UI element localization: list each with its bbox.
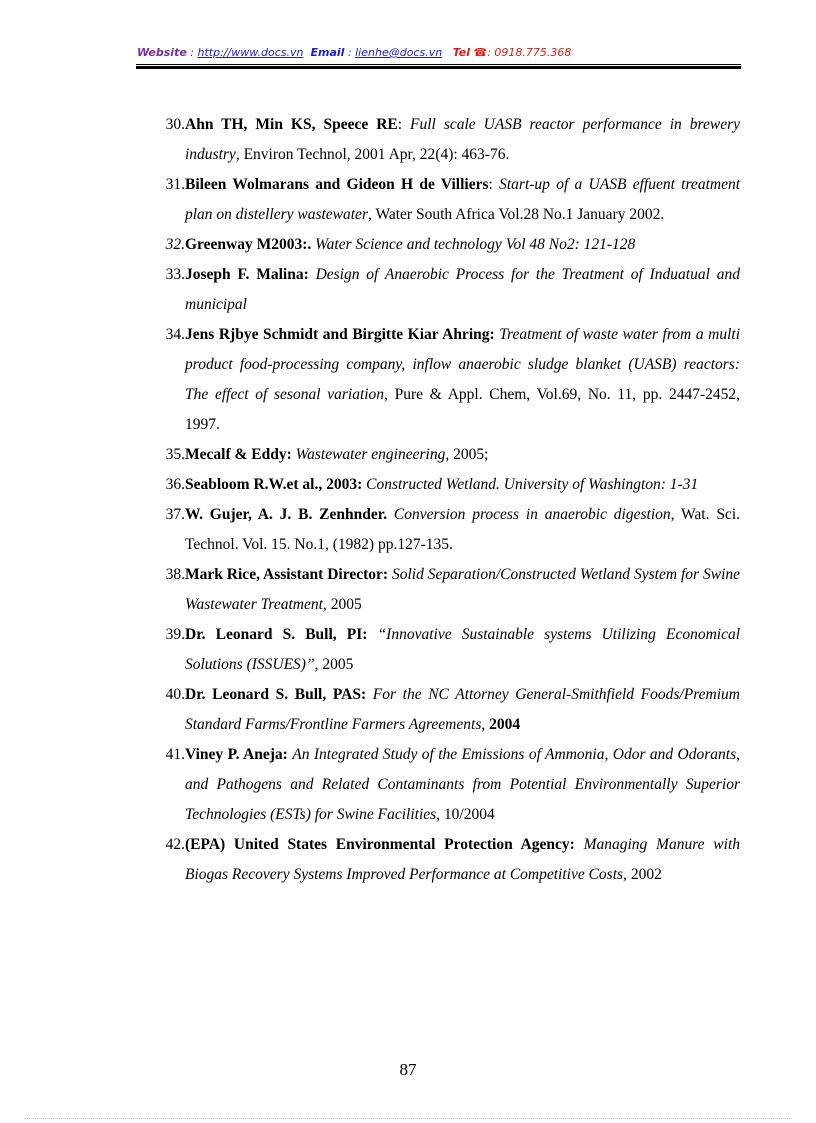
reference-number: 41.	[165, 746, 185, 763]
reference-author: Mecalf & Eddy:	[185, 446, 292, 463]
header-rule-thick	[136, 66, 741, 69]
reference-number: 35.	[165, 446, 185, 463]
website-separator: :	[186, 46, 198, 59]
reference-author: W. Gujer, A. J. B. Zenhnder.	[185, 506, 388, 523]
reference-title: For the NC Attorney General-Smithfield Foods/Premium Standard Farms/Frontline Farmers Agreements,	[185, 686, 740, 733]
reference-item	[150, 680, 740, 740]
reference-details: 2002	[626, 866, 662, 883]
reference-item	[150, 260, 740, 320]
reference-list	[150, 110, 740, 890]
reference-text	[185, 500, 740, 560]
reference-item	[150, 320, 740, 440]
reference-separator: :	[488, 176, 500, 193]
reference-item	[150, 500, 740, 560]
email-label: Email	[310, 46, 345, 59]
reference-title: Full scale UASB reactor performance in brewery industry	[185, 116, 741, 163]
reference-details: , Environ Technol, 2001 Apr, 22(4): 463-76.	[235, 146, 510, 163]
reference-author: (EPA) United States Environmental Protection Agency:	[185, 836, 575, 853]
reference-title: Solid Separation/Constructed Wetland System for Swine Wastewater Treatment,	[185, 566, 741, 613]
reference-item	[150, 620, 740, 680]
reference-author: Dr. Leonard S. Bull, PI:	[185, 626, 368, 643]
reference-text	[185, 830, 740, 890]
reference-number: 40.	[165, 686, 185, 703]
reference-number: 37.	[165, 506, 185, 523]
reference-author: Bileen Wolmarans and Gideon H de Villiers	[185, 176, 489, 193]
reference-number: 42.	[165, 836, 185, 853]
reference-author: Joseph F. Malina:	[185, 266, 309, 283]
reference-text	[185, 470, 740, 500]
reference-author: Mark Rice, Assistant Director:	[185, 566, 389, 583]
header-rule-thin	[136, 64, 741, 65]
reference-details: 2004	[485, 716, 521, 733]
reference-text	[185, 320, 740, 440]
reference-item	[150, 110, 740, 170]
reference-details: , Water South Africa Vol.28 No.1 January 2002.	[367, 206, 665, 223]
reference-text	[185, 110, 740, 170]
page-number: 87	[399, 1060, 417, 1079]
reference-separator	[366, 686, 373, 703]
reference-author: Dr. Leonard S. Bull, PAS:	[185, 686, 367, 703]
reference-number: 32.	[165, 236, 185, 253]
reference-details: 2005;	[449, 446, 489, 463]
reference-item	[150, 560, 740, 620]
reference-item	[150, 740, 740, 830]
reference-number: 31.	[165, 176, 185, 193]
reference-author: Viney P. Aneja:	[185, 746, 288, 763]
reference-number: 39.	[165, 626, 185, 643]
reference-author: Ahn TH, Min KS, Speece RE	[185, 116, 398, 133]
reference-separator	[575, 836, 584, 853]
reference-title: Start-up of a UASB effuent treatment plan on distellery wastewater	[185, 176, 741, 223]
reference-text	[185, 230, 740, 260]
reference-author: Seabloom R.W.et al., 2003:	[185, 476, 363, 493]
reference-text	[185, 560, 740, 620]
phone-icon: ☎	[473, 46, 488, 59]
reference-text	[185, 740, 740, 830]
reference-author: Jens Rjbye Schmidt and Birgitte Kiar Ahring:	[185, 326, 495, 343]
reference-separator	[309, 266, 316, 283]
reference-text	[185, 260, 740, 320]
reference-title: Conversion process in anaerobic digestion,	[393, 506, 675, 523]
reference-number: 36.	[165, 476, 185, 493]
reference-number: 38.	[165, 566, 185, 583]
reference-title: Managing Manure with Biogas Recovery Systems Improved Performance at Competitive Costs,	[185, 836, 740, 883]
reference-item	[150, 830, 740, 890]
reference-title: An Integrated Study of the Emissions of Ammonia, Odor and Odorants, and Pathogens and Related Contaminants from Potential Environmentally Superior Technologies (ESTs) for Swine Facilities,	[185, 746, 740, 823]
reference-number: 34.	[165, 326, 185, 343]
reference-text	[185, 680, 740, 740]
phone-number: : 0918.775.368	[487, 46, 572, 59]
reference-title: Water Science and technology Vol 48 No2: 121-128	[315, 236, 636, 253]
reference-item	[150, 170, 740, 230]
reference-item	[150, 230, 740, 260]
reference-separator	[387, 506, 394, 523]
reference-separator	[367, 626, 377, 643]
reference-title: Wastewater engineering,	[295, 446, 450, 463]
website-link[interactable]: http://www.docs.vn	[197, 46, 304, 59]
tel-label: Tel	[452, 46, 471, 59]
reference-details: Wat. Sci. Technol. Vol. 15. No.1, (1982) pp.127-135.	[185, 506, 740, 553]
reference-text	[185, 440, 740, 470]
reference-separator: :	[397, 116, 411, 133]
reference-title: Treatment of waste water from a multi product food-processing company, inflow anaerobic sludge blanket (UASB) reactors: The effect of sesonal variation,	[185, 326, 741, 403]
reference-number: 33.	[165, 266, 185, 283]
reference-number: 30.	[165, 116, 185, 133]
page-header	[137, 45, 741, 61]
reference-author: Greenway M2003:.	[185, 236, 312, 253]
reference-details: Pure & Appl. Chem, Vol.69, No. 11, pp. 2447-2452, 1997.	[185, 386, 741, 433]
page-bottom-border	[24, 1118, 792, 1119]
reference-text	[185, 620, 740, 680]
email-link[interactable]: lienhe@docs.vn	[355, 46, 443, 59]
reference-title: Design of Anaerobic Process for the Treatment of Induatual and municipal	[185, 266, 740, 313]
reference-text	[185, 170, 740, 230]
website-label: Website	[137, 46, 187, 59]
reference-title: Constructed Wetland. University of Washington: 1-31	[366, 476, 699, 493]
reference-item	[150, 440, 740, 470]
reference-details: 2005	[318, 656, 354, 673]
reference-details: 2005	[326, 596, 362, 613]
reference-details: 10/2004	[440, 806, 495, 823]
reference-title: “Innovative Sustainable systems Utilizing Economical Solutions (ISSUES)”,	[185, 626, 741, 673]
email-separator: :	[347, 46, 356, 59]
reference-item	[150, 470, 740, 500]
